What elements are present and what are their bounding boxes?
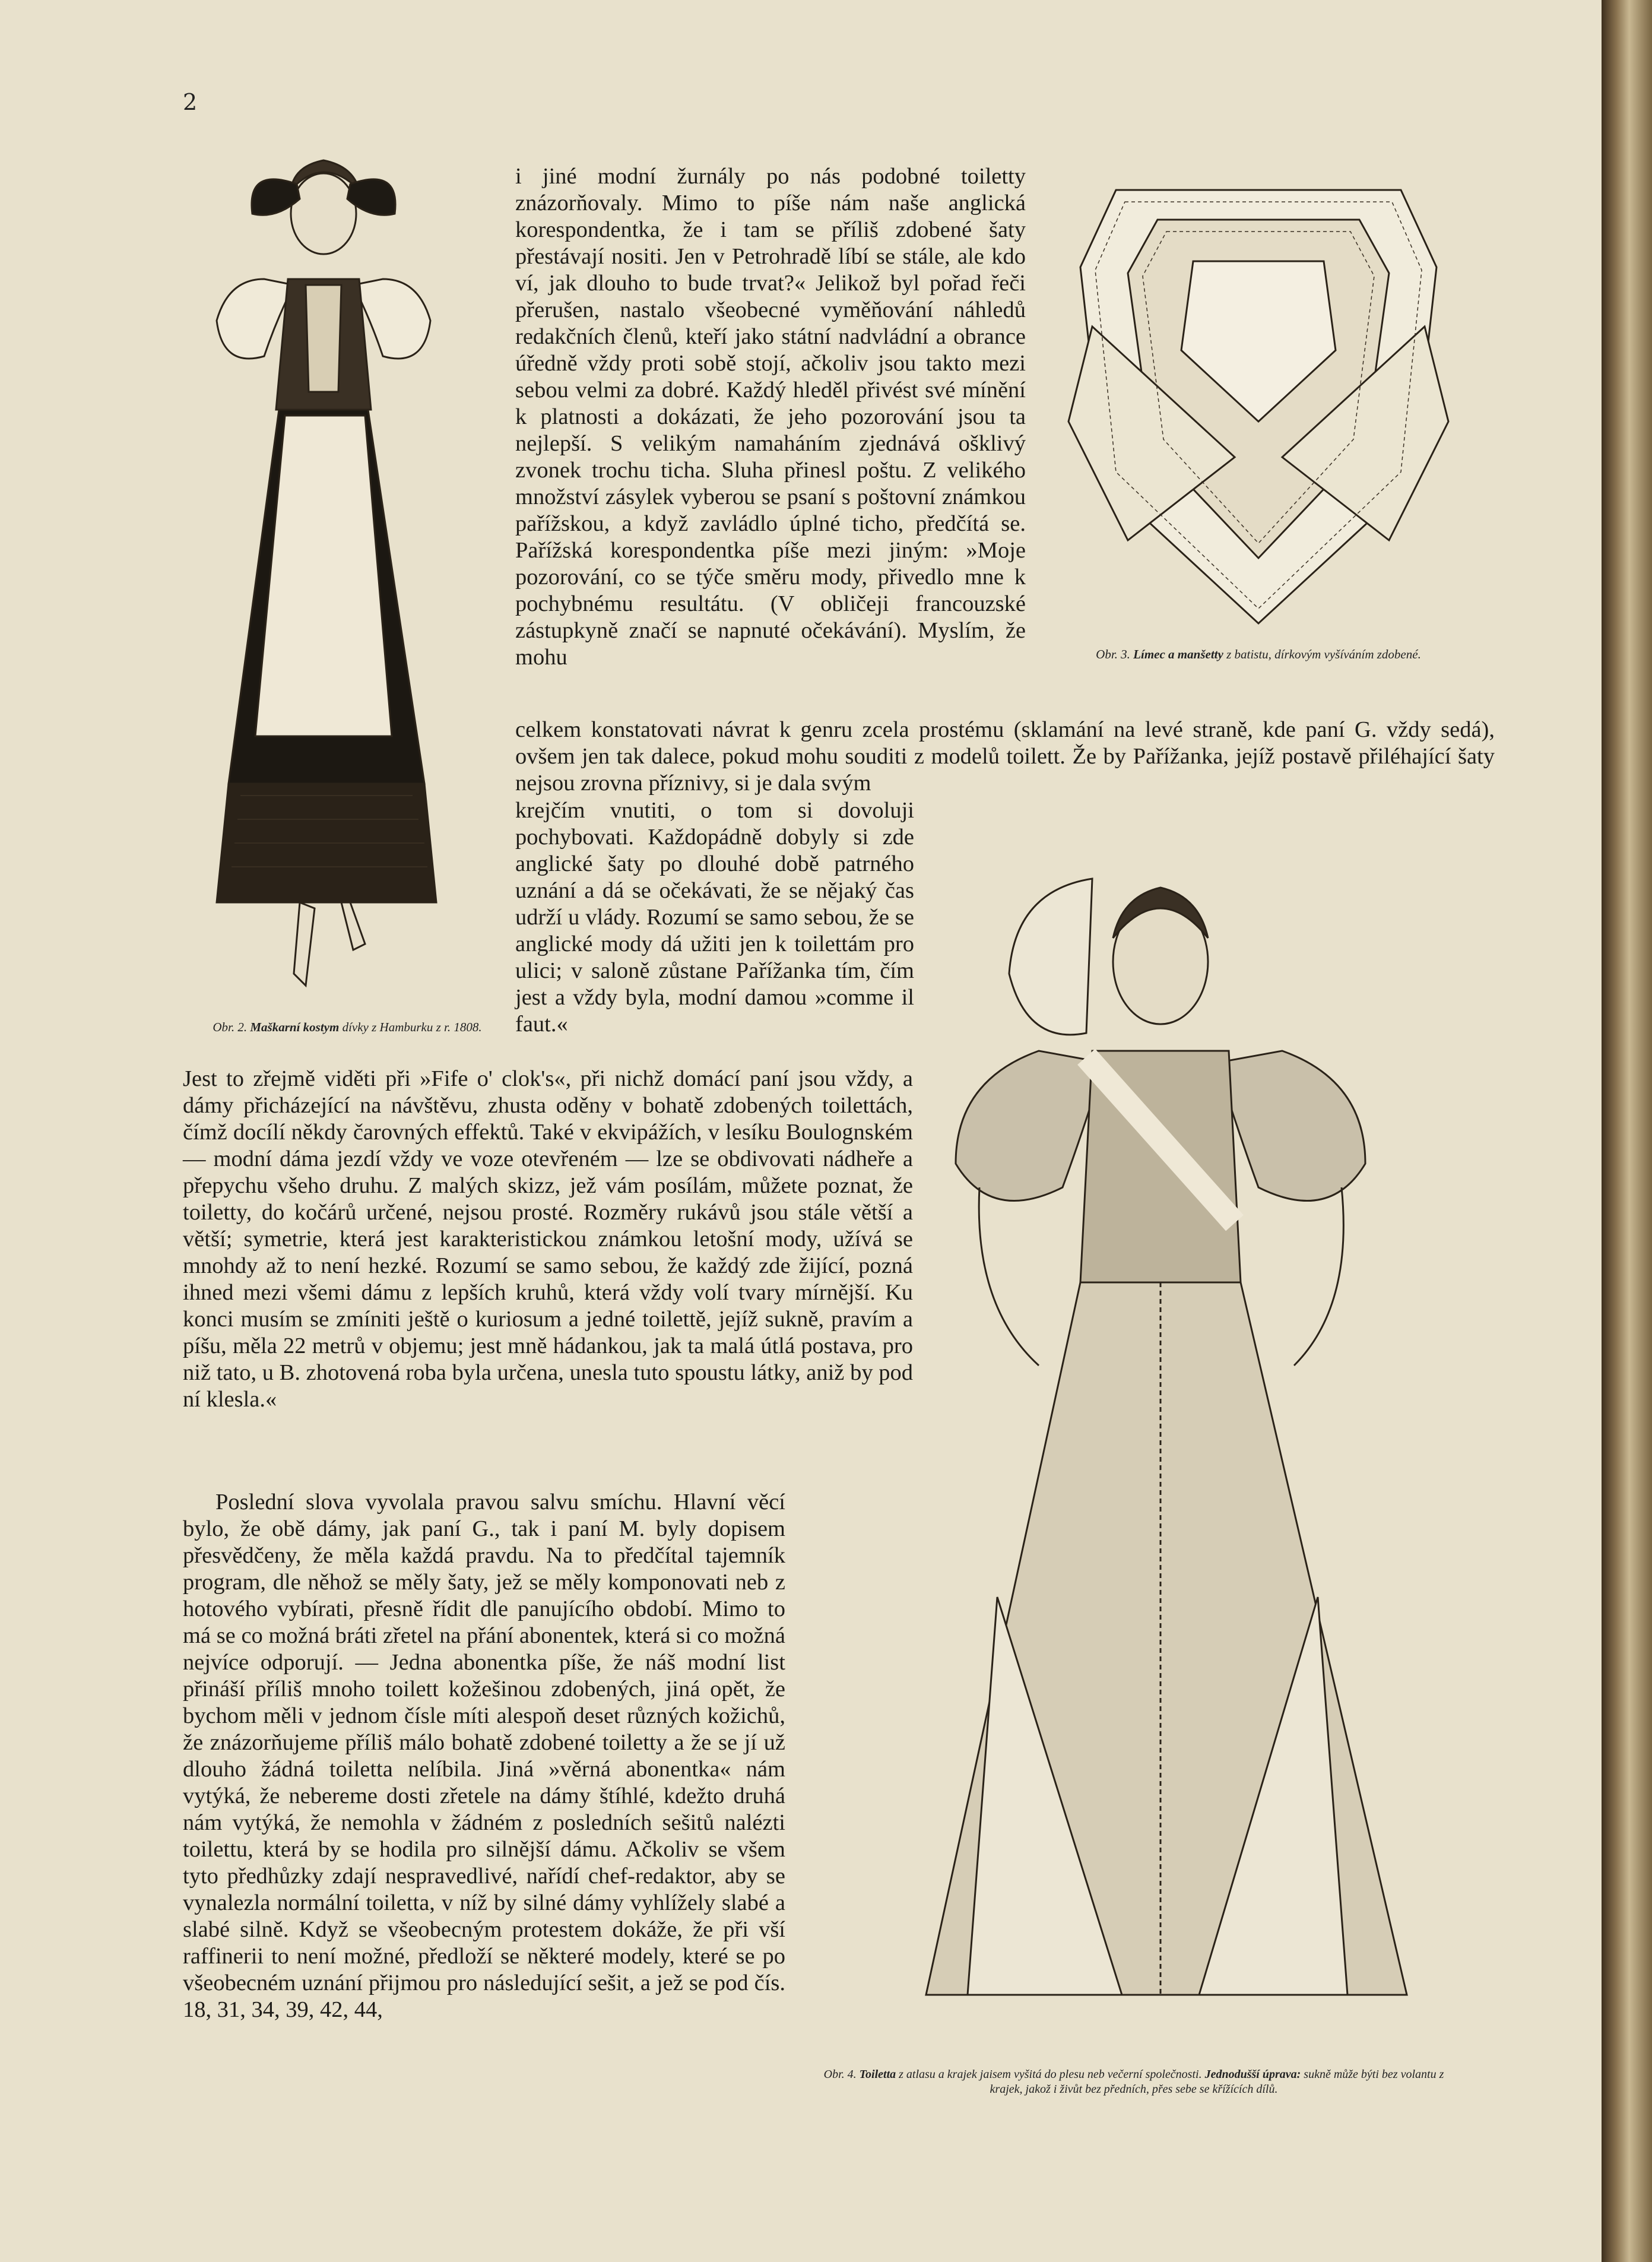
text-column-left-wide	[183, 1066, 913, 1413]
text-column-top	[515, 163, 1026, 671]
binding-edge	[1602, 0, 1652, 2262]
caption-text-2: sukně může býti bez volantu z krajek, jakož i živůt bez předních, přes sebe se křížících dílů.	[990, 2068, 1444, 2096]
figure-4-caption	[807, 2067, 1460, 2097]
text-column-left-lower	[183, 1489, 785, 2023]
caption-label: Obr. 3.	[1096, 647, 1130, 661]
paragraph: Jest to zřejmě viděti při »Fife o' clok's«, při nichž domácí paní jsou vždy, a dámy přicházející na návštěvu, zhusta oděny v bohatě zdobených toilettách, čímž docílí někdy čarovných effektů. Také v ekvipážích, v lesíku Boulognském — modní dáma jezdí vždy ve voze otevřeném — lze se obdivovati nádheře a přepychu všeho druhu. Z malých skizz, jež vám posílám, můžete poznat, že toiletty, do kočárů určené, nejsou prosté. Rozměry rukávů jsou stále větší a větší; symetrie, která jest karakteristickou známkou letošní mody, užívá se mnohdy až to není hezké. Rozumí se samo sebou, že každý zde žijící, pozná ihned mezi všemi dámu z lepších kruhů, která vždy volí tvary mírnější. Ku konci musím se zmíniti ještě o kuriosum a jedné toilettě, jejíž sukně, pravím a píšu, měla 22 metrů v objemu; jest mně hádankou, jak ta malá útlá postava, pro niž tato, u B. zhotovená roba byla určena, unesla tuto spoustu látky, aniž by pod ní klesla.«	[183, 1066, 913, 1412]
caption-text: z atlasu a krajek jaisem vyšitá do plesu neb večerní společnosti.	[899, 2068, 1202, 2081]
caption-title: Toiletta	[859, 2068, 896, 2081]
figure-3-collar-illustration	[1057, 172, 1460, 641]
caption-text: z batistu, dírkovým vyšíváním zdobené.	[1226, 647, 1421, 661]
caption-title: Maškarní kostym	[250, 1020, 340, 1034]
text-column-narrow	[515, 797, 914, 1038]
paragraph: celkem konstatovati návrat k genru zcela prostému (sklamání na levé straně, kde paní G. vždy sedá), ovšem jen tak dalece, pokud mohu souditi z modelů toilett. Že by Pařížanka, jejíž postavě přiléhající šaty nejsou zrovna příznivy, si je dala svým	[515, 717, 1495, 796]
caption-label: Obr. 4.	[823, 2068, 857, 2081]
caption-title: Límec a manšetty	[1133, 647, 1223, 661]
caption-text: dívky z Hamburku z r. 1808.	[342, 1020, 482, 1034]
figure-2-caption	[202, 1020, 493, 1035]
caption-label: Obr. 2.	[213, 1020, 248, 1034]
figure-2-costume-illustration	[175, 142, 496, 1015]
figure-3-caption	[1057, 647, 1460, 662]
text-wide-block	[515, 717, 1495, 797]
figure-4-toilette-illustration	[890, 855, 1472, 2054]
caption-subtitle: Jednodušší úprava:	[1204, 2068, 1301, 2081]
paragraph: krejčím vnutiti, o tom si dovoluji pochybovati. Každopádně dobyly si zde anglické šaty po dlouhé době patrného uznání a dá se očekávati, že se nějaký čas udrží u vlády. Rozumí se samo sebou, že se anglické mody dá užiti jen k toilettám pro ulici; v saloně zůstane Pařížanka tím, čím jest a vždy byla, modní damou »comme il faut.«	[515, 798, 914, 1037]
paragraph: i jiné modní žurnály po nás podobné toiletty znázorňovaly. Mimo to píše nám naše anglická korespondentka, že i tam se příliš zdobené šaty přestávají nositi. Jen v Petrohradě líbí se stále, ale kdo ví, jak dlouho to bude trvat?« Jelikož byl pořad řeči přerušen, nastalo všeobecné vyměňování náhledů redakčních členů, kteří jako státní nadvládní a obrance úředně vždy proti sobě stojí, ačkoliv jsou takto mezi sebou velmi za dobré. Každý hleděl přivést své mínění k platnosti a dokázati, že jeho pozorování jsou ta nejlepší. S velikým namaháním zjednává ošklivý zvonek trochu ticha. Sluha přinesl poštu. Z velikého množství zásylek vyberou se psaní s poštovní známkou pařížskou, a když zavládlo úplné ticho, předčítá se. Pařížská korespondentka píše mezi jiným: »Moje pozorování, co se týče směru mody, přivedlo mne k pochybnému resultátu. (V obličeji francouzské zástupkyně značí se napnuté očekávání). Myslím, že mohu	[515, 164, 1026, 670]
paragraph: Poslední slova vyvolala pravou salvu smíchu. Hlavní věcí bylo, že obě dámy, jak paní G., tak i paní M. byly dopisem přesvědčeny, že měla každá pravdu. Na to předčítal tajemník program, dle něhož se měly šaty, jež se měly komponovati neb z hotového vybírati, přesně řídit dle panujícího období. Mimo to má se co možná bráti zřetel na přání abonentek, která si co možná nejvíce odporují. — Jedna abonentka píše, že náš modní list přináší příliš mnoho toilett kožešinou zdobených, jiná opět, že bychom měli v jednom čísle míti alespoň deset různých kožichů, že znázorňujeme příliš málo bohatě zdobené toiletty a že se jí už dlouho žádná toiletta nelíbila. Jiná »věrná abonentka« nám vytýká, že nebereme dosti zřetele na dámy štíhlé, kdežto druhá nám vytýká, že nemohla v žádném z posledních sešitů nalézti toilettu, která by se hodila pro silnější dámu. Ačkoliv se všem tyto předhůzky zdají nespravedlivé, nařídí chef-redaktor, aby se vynalezla normální toiletta, v níž by silné dámy vyhlížely slabé a slabé silně. Když se všeobecným protestem dokáže, že při vší raffinerii to není možné, předloží se některé modely, které se po všeobecném uznání přijmou pro následující sešit, a jež se pod čís. 18, 31, 34, 39, 42, 44,	[183, 1490, 785, 2022]
page-number: 2	[183, 89, 198, 115]
